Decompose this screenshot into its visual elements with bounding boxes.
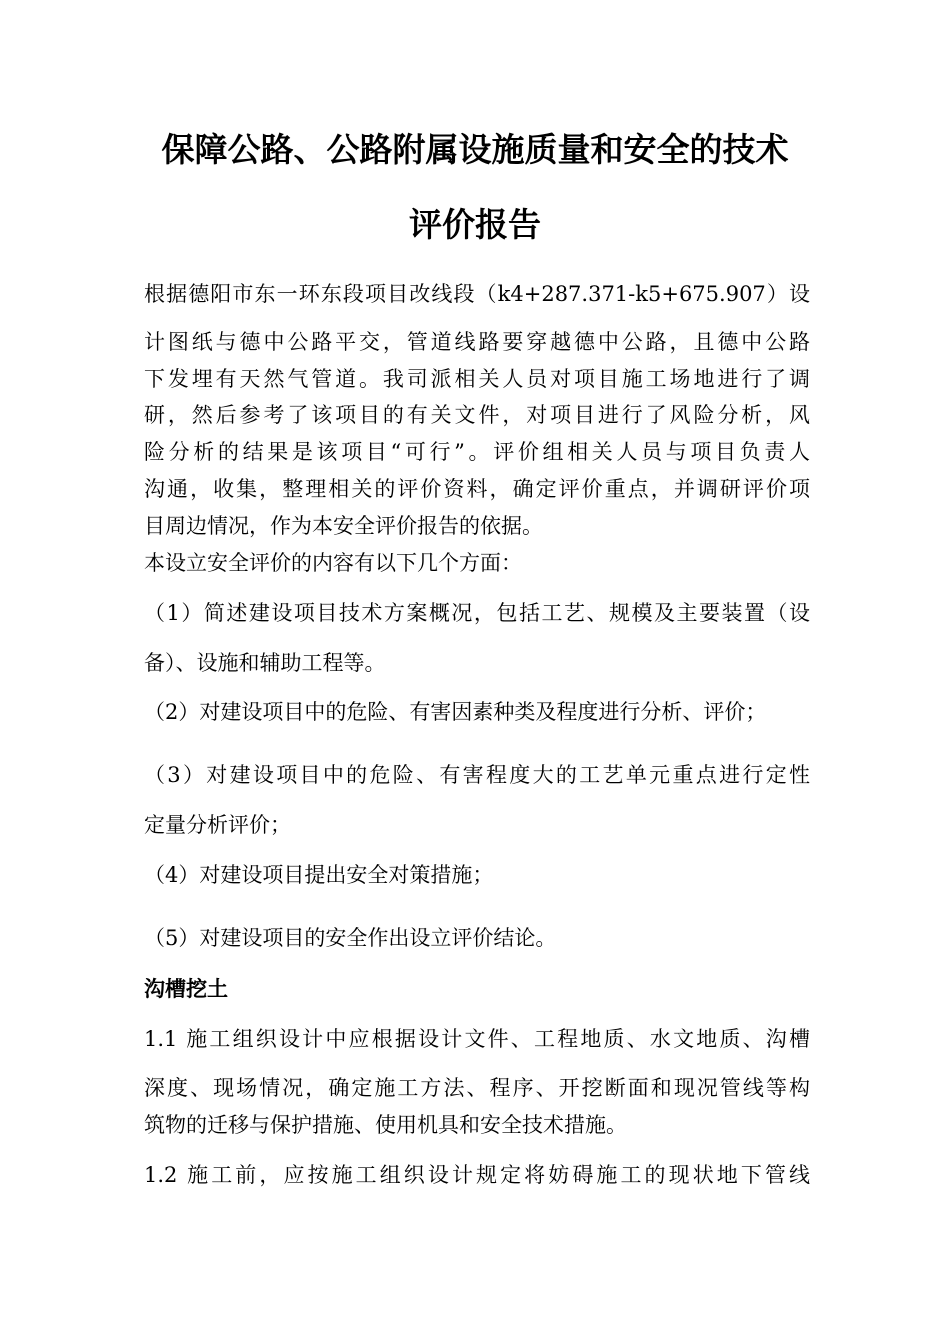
para-1-1-line-2: 深度、现场情况，确定施工方法、程序、开挖断面和现况管线等构 [144,1076,810,1100]
intro-line-4: 研，然后参考了该项目的有关文件，对项目进行了风险分析，风 [144,403,810,427]
section-heading: 沟槽挖土 [144,976,228,1001]
item-1-line-1: （1）简述建设项目技术方案概况，包括工艺、规模及主要装置（设 [144,601,810,625]
item-3-line-2: 定量分析评价； [144,813,291,837]
para-1-1-line-3: 筑物的迁移与保护措施、使用机具和安全技术措施。 [144,1113,627,1137]
item-3-line-1: （3）对建设项目中的危险、有害程度大的工艺单元重点进行定性 [144,763,810,787]
para-1-1-line-1: 1.1 施工组织设计中应根据设计文件、工程地质、水文地质、沟槽 [144,1027,810,1051]
intro-line-5: 险分析的结果是该项目“可行”。评价组相关人员与项目负责人 [144,440,810,464]
item-4: （4）对建设项目提出安全对策措施； [144,863,494,887]
intro-line-1: 根据德阳市东一环东段项目改线段（k4+287.371-k5+675.907）设 [144,282,810,306]
para-1-2-line-1: 1.2 施工前，应按施工组织设计规定将妨碍施工的现状地下管线 [144,1163,810,1187]
document-title-line-1: 保障公路、公路附属设施质量和安全的技术 [161,130,789,169]
intro-line-2: 计图纸与德中公路平交，管道线路要穿越德中公路，且德中公路 [144,330,810,354]
scope-line: 本设立安全评价的内容有以下几个方面： [144,551,522,575]
item-2: （2）对建设项目中的危险、有害因素种类及程度进行分析、评价； [144,700,767,724]
intro-line-6: 沟通，收集，整理相关的评价资料，确定评价重点，并调研评价项 [144,477,810,501]
item-1-line-2: 备）、设施和辅助工程等。 [144,651,386,675]
document-title-line-2: 评价报告 [409,205,541,244]
item-5: （5）对建设项目的安全作出设立评价结论。 [144,926,557,950]
intro-line-7: 目周边情况，作为本安全评价报告的依据。 [144,514,543,538]
intro-line-3: 下发埋有天然气管道。我司派相关人员对项目施工场地进行了调 [144,367,810,391]
